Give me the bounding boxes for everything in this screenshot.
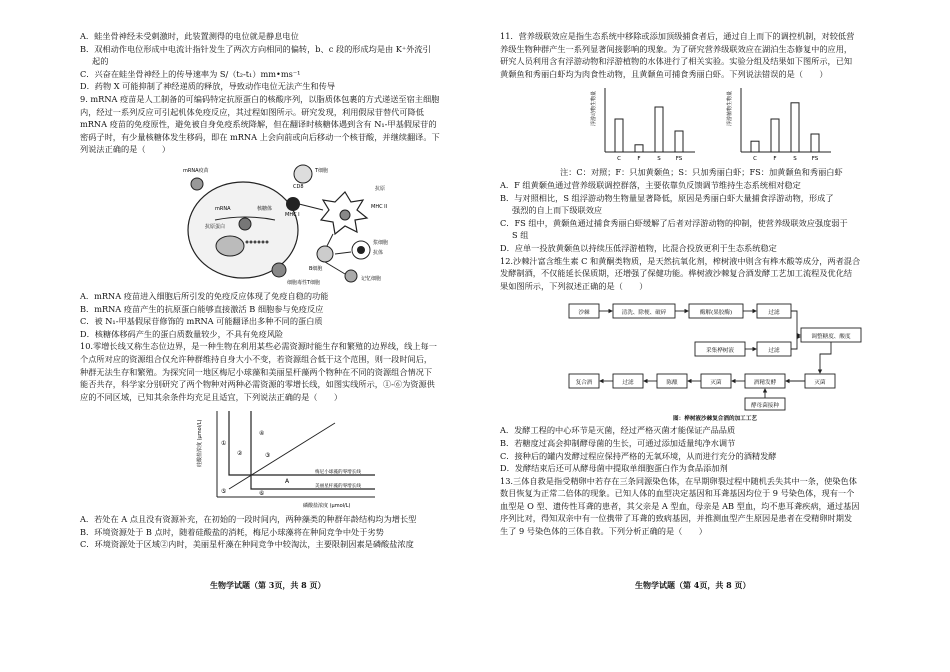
q9-option-d: D．核糖体移码产生的蛋白质数量较少，不具有免疫风险	[80, 328, 284, 339]
q13-stem-line: 数目恢复为正常二倍体的现象。已知人体的血型决定基因和耳聋基因均位于 9 号染色体，现有一个	[500, 488, 855, 499]
label-ctl: 细胞毒性T细胞	[287, 279, 321, 286]
q10-option-a: A．若处在 A 点且没有资源补充，在初始的一段时间内，两种藻类的种群年龄结构均为增长型	[80, 514, 417, 525]
label-mrna-vaccine: mRNA疫苗	[183, 167, 209, 174]
process-flowchart	[565, 294, 865, 422]
flow-aging: 陈酿	[666, 380, 678, 387]
q10-stem-line: 个点所对应的资源组合仅允许种群维持自身大小不变，若资源组合低于这个范围，则一段时间后，	[80, 353, 433, 364]
tick-label: F	[637, 156, 641, 163]
q11-option-d: D．应单一投放黄颡鱼以持续压低浮游植物，比混合投放更利于生态系统稳定	[500, 242, 777, 253]
flow-wash-crush: 清洗、除梗、破碎	[621, 310, 667, 317]
chart2-ylabel: 浮游植物生物量	[727, 91, 733, 127]
q13-stem-line: 生了 9 号染色体的三体自救。下列分析正确的是（ ）	[500, 526, 707, 537]
zero-growth-line-2	[251, 411, 375, 489]
tick-label: FS	[811, 156, 819, 163]
q9-stem-line: 内，经过一系列反应可引起机体免疫反应，其过程如图所示。研究发现，利用假尿苷替代可降低	[80, 106, 424, 117]
flow-sterilize-1: 灭菌	[710, 380, 722, 387]
label-ribosome: 核糖体	[257, 205, 273, 212]
flow-enzymolysis: 酶解(果胶酶)	[699, 310, 733, 317]
label-antigen-protein: 抗原蛋白	[205, 223, 226, 230]
bar-0-FS	[675, 131, 683, 152]
q11-option-c-cont: S 组	[512, 230, 529, 241]
q12-option-b: B．若糖度过高会抑制酵母菌的生长，可通过添加适量纯净水调节	[500, 437, 736, 448]
q9-option-c: C．被 N₁-甲基假尿苷修饰的 mRNA 可能翻译出多种不同的蛋白质	[80, 316, 323, 327]
q11-note: 注：C：对照；F：只加黄颡鱼；S：只加秀丽白虾；FS：加黄颡鱼和秀丽白虾	[560, 167, 843, 178]
tick-label: FS	[675, 156, 683, 163]
bar-0-F	[635, 145, 643, 152]
zero-growth-chart	[195, 405, 395, 511]
right-page	[500, 30, 930, 538]
q11-bar-charts	[585, 82, 845, 164]
line1-label: 梅尼小球藻的零增长线	[315, 470, 361, 476]
q8-option-c: C．兴奋在蛙坐骨神经上的传导速率为 S/（t₂-t₁）mm•ms⁻¹	[80, 68, 301, 79]
tick-label: F	[773, 156, 777, 163]
bar-1-F	[771, 119, 779, 152]
q10-stem-line: 应的不同区域，已知其余条件均充足且适宜，下列说法正确的是（ ）	[80, 391, 343, 402]
bar-1-FS	[811, 134, 819, 152]
q13-stem-line: 血型是 O 型、遗传性耳聋的患者，其父亲是 A 型血，母亲是 AB 型血，均不患耳聋疾病，通过基因	[500, 500, 860, 511]
flow-filter-2: 过滤	[768, 348, 780, 355]
q8-option-b-cont: 起的	[92, 56, 109, 67]
q10-stem-line: 10.零增长线又称生态位边界，是一种生物在利用某些必需资源时能生存和繁殖的边界线，线上每一	[80, 341, 437, 352]
q10-stem-line: 能否共存，科学家分别研究了两个物种对两种必需资源的零增长线，如图实线所示，①-⑥为资源供	[80, 379, 435, 390]
label-mhc-i: MHC I	[285, 211, 300, 218]
left-page	[80, 30, 510, 551]
flow-caption: 图：桦树液沙棘复合酒的加工工艺	[673, 416, 757, 423]
q11-stem-line: 研究人员利用含有浮游动物和浮游植物的水体进行了相关实验。实验分组及结果如下图所示，已知	[500, 56, 853, 67]
q10-option-c: C．环境资源处于区域②内时，美丽星杆藻在种间竞争中较淘汰，主要限制因素是磷酸盐浓度	[80, 539, 414, 550]
flow-filter-3: 过滤	[622, 380, 634, 387]
q12-stem-line: 发酵制酒，不仅能延长保质期，还增强了保健功能。桦树液沙棘复合酒发酵工艺加工流程及优化结	[500, 268, 853, 279]
point-a-label: A	[285, 478, 290, 486]
label-antibody: 抗体	[373, 249, 384, 256]
q9-figure	[175, 158, 415, 288]
q9-stem-line: 列说法正确的是（ ）	[80, 144, 171, 155]
q12-option-d: D．发酵结束后还可从酵母菌中提取单细胞蛋白作为食品添加剂	[500, 463, 728, 474]
q11-option-c: C．FS 组中，黄颡鱼通过捕食秀丽白虾缓解了后者对浮游动物的抑制，使营养级联效应强度弱于	[500, 217, 848, 228]
q9-option-b: B．mRNA 疫苗产生的抗原蛋白能够直接激活 B 细胞参与免疫反应	[80, 303, 324, 314]
label-mhc-ii: MHC II	[371, 203, 388, 210]
label-cd8: CD8	[293, 183, 304, 190]
q13-stem-line: 序列比对，得知双亲中有一位携带了耳聋的致病基因，并推测血型产生原因是患者在受精卵时期发	[500, 513, 853, 524]
q13-stem-line: 13.三体自救是指受精卵中若存在三条同源染色体，在早期卵裂过程中随机丢失其中一条，使染色体	[500, 475, 857, 486]
flow-collect-sap: 采集桦树液	[706, 348, 734, 355]
flow-sterilize-2: 灭菌	[814, 380, 826, 387]
q11-stem-line: 养级生物种群产生一系列显著间接影响的现象。为了研究营养级联效应在湖泊生态修复中的应用，	[500, 43, 853, 54]
right-page-footer: 生物学试题（第 4页，共 8 页）	[635, 580, 751, 590]
region-2: ②	[237, 450, 243, 458]
bar-1-S	[791, 103, 799, 152]
q12-stem-line: 12.沙棘汁富含维生素 C 和黄酮类物质，是天然抗氧化剂，榨树液中则含有桦木酸等成分，两者混合	[500, 255, 861, 266]
region-1: ①	[221, 440, 227, 448]
bar-0-C	[615, 119, 623, 152]
bar-1-C	[751, 142, 759, 153]
flow-adjust-sugar-acid: 调整糖度、酸度	[811, 334, 851, 341]
flow-filter-1: 过滤	[768, 310, 780, 317]
q8-option-b: B．双相动作电位形成中电流计指针发生了两次方向相同的偏转，b、c 段的形成均是由 K⁺外流引	[80, 43, 431, 54]
flow-compound-wine: 复合酒	[575, 380, 593, 387]
q9-stem-line: 密码子时，有少量核糖体发生移码，即在 mRNA 上会向前或向后移动一个核苷酸，并继续翻译。下	[80, 131, 440, 142]
q9-stem-line: 9. mRNA 疫苗是人工制备的可编码特定抗原蛋白的核酸序列，以脂质体包裹的方式递送至宿主细胞	[80, 93, 440, 104]
q11-option-b-cont: 强烈的自上而下级联效应	[512, 205, 603, 216]
region-5: ⑤	[221, 488, 227, 496]
q12-figure	[565, 294, 865, 422]
q11-stem-line: 黄颡鱼和秀丽白虾均为肉食性动物，且黄颡鱼可捕食秀丽白虾。下列说法错误的是（ ）	[500, 68, 828, 79]
label-antigen: 抗原	[375, 185, 386, 192]
chart1-ylabel: 浮游动物生物量	[591, 91, 597, 127]
label-mrna: mRNA	[215, 205, 231, 212]
immune-diagram	[175, 158, 415, 288]
diagonal-line	[229, 423, 335, 489]
region-3: ③	[265, 452, 271, 460]
q11-option-b: B．与对照相比，S 组浮游动物生物量显著降低，原因是秀丽白虾大量捕食浮游动物，形成了	[500, 192, 834, 203]
region-6: ⑥	[259, 490, 265, 498]
q9-option-a: A．mRNA 疫苗进入细胞后所引发的免疫反应体现了免疫自稳的功能	[80, 290, 329, 301]
q12-option-a: A．发酵工程的中心环节是灭菌，经过严格灭菌才能保证产品品质	[500, 425, 736, 436]
label-plasma: 浆细胞	[373, 239, 389, 246]
tick-label: S	[657, 156, 661, 163]
q9-stem-line: mRNA 疫苗的免疫原性，避免被自身免疫系统降解，但在翻译时核糖体遇到含有 N₁-甲基假尿苷的	[80, 119, 437, 130]
tick-label: C	[753, 156, 757, 163]
q8-option-a: A．蛙坐骨神经未受刺激时，此装置测得的电位就是静息电位	[80, 31, 299, 41]
bar-0-S	[655, 107, 663, 152]
label-memory: 记忆细胞	[361, 275, 382, 282]
line2-label: 美丽星杆藻的零增长线	[315, 484, 361, 490]
q10-figure	[195, 405, 395, 511]
q10-stem-line: 种群无法生存和繁殖。为探究同一地区梅尼小球藻和美丽星杆藻两个物种在不同的资源组合情况下	[80, 366, 433, 377]
flow-fermentation: 酒精发酵	[753, 380, 777, 387]
q12-stem-line: 果如图所示，下列叙述正确的是（ ）	[500, 280, 648, 291]
flow-seabuckthorn: 沙棘	[578, 310, 590, 317]
left-page-footer: 生物学试题（第 3页，共 8 页）	[210, 580, 326, 590]
y-axis-label: 硅酸盐浓度 (μmol/L)	[197, 419, 203, 468]
q11-option-a: A．F 组黄颡鱼通过营养级联调控群落，主要依靠负反馈调节维持生态系统相对稳定	[500, 179, 801, 190]
region-4: ④	[259, 430, 265, 438]
label-b-cell: B细胞	[309, 265, 323, 272]
tick-label: C	[617, 156, 621, 163]
tick-label: S	[793, 156, 797, 163]
x-axis-label: 磷酸盐浓度 (μmol/L)	[303, 503, 351, 510]
q11-figure	[585, 82, 845, 164]
flow-yeast-inoculation: 酵母菌接种	[751, 403, 779, 410]
q11-stem-line: 11．营养级联效应是指生态系统中移除或添加顶级捕食者后，通过自上而下的调控机制，对较低营	[500, 31, 855, 41]
label-t-cell: T细胞	[315, 167, 329, 174]
q12-option-c: C．接种后的罐内发酵过程应保持严格的无氧环境，从而进行充分的酒精发酵	[500, 450, 777, 461]
q8-option-d: D．药物 X 可能抑制了神经递质的释放，导致动作电位无法产生和传导	[80, 81, 336, 92]
q10-option-b: B．环境资源处于 B 点时，随着硅酸盐的消耗，梅尼小球藻将在种间竞争中处于劣势	[80, 526, 384, 537]
